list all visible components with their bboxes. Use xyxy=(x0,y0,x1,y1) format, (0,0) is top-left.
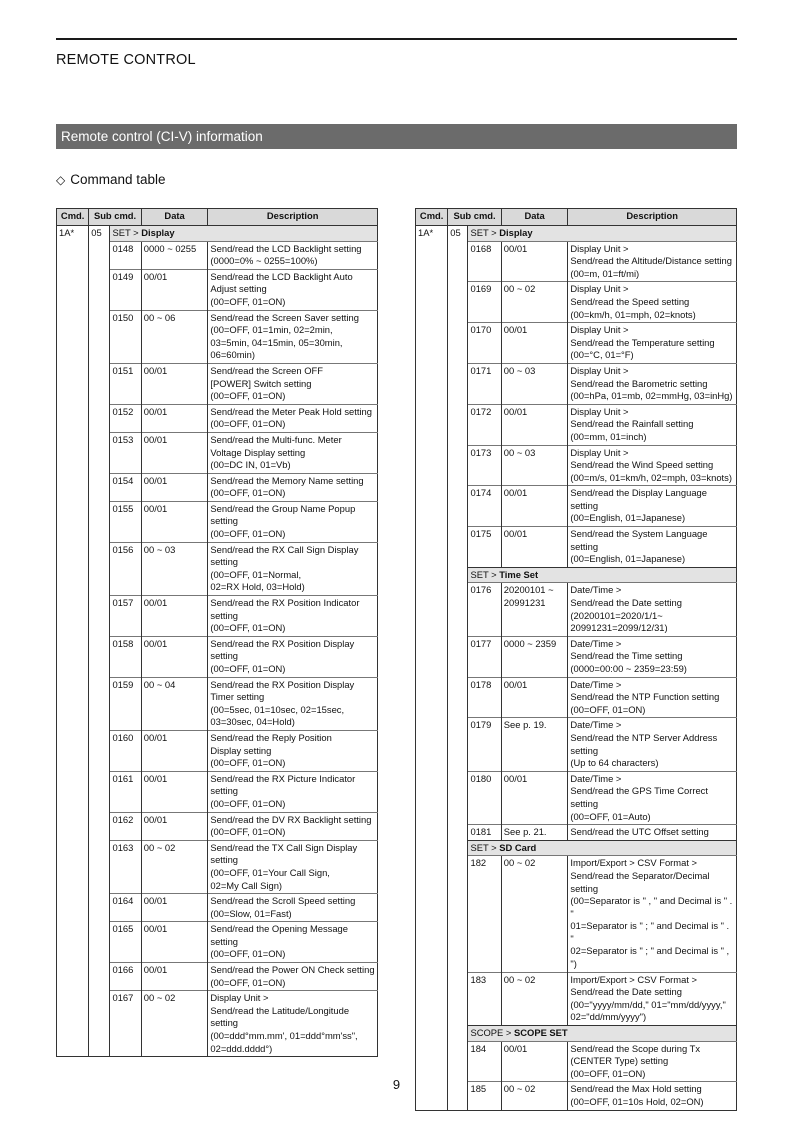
data-cell: 00/01 xyxy=(141,269,208,310)
data-cell: 00 ~ 04 xyxy=(141,677,208,730)
data-cell: 00/01 xyxy=(501,323,568,364)
data-cell: 20200101 ~ 20991231 xyxy=(501,583,568,636)
code-cell: 183 xyxy=(468,972,501,1025)
group-label xyxy=(110,226,378,242)
subsection-title xyxy=(56,172,166,187)
sub-cmd-cell: 05 xyxy=(448,226,468,1111)
description-cell: Date/Time > Send/read the NTP Function setting (00=OFF, 01=ON) xyxy=(568,677,737,718)
group-name: Time Set xyxy=(499,568,539,580)
data-cell: 00/01 xyxy=(141,596,208,637)
data-cell: 00/01 xyxy=(141,894,208,922)
description-cell: Send/read the Meter Peak Hold setting (00=OFF, 01=ON) xyxy=(208,404,378,432)
data-cell: 00/01 xyxy=(501,527,568,568)
description-cell: Display Unit > Send/read the Latitude/Longitude setting (00=ddd°mm.mm', 01=ddd°mm'ss", 02=ddd.dddd°) xyxy=(208,991,378,1057)
description-cell: Display Unit > Send/read the Rainfall setting (00=mm, 01=inch) xyxy=(568,404,737,445)
code-cell: 0181 xyxy=(468,825,501,841)
data-cell: 00/01 xyxy=(141,771,208,812)
code-cell: 0153 xyxy=(110,432,141,473)
code-cell: 0167 xyxy=(110,991,141,1057)
description-cell: Send/read the RX Call Sign Display setting (00=OFF, 01=Normal, 02=RX Hold, 03=Hold) xyxy=(208,542,378,595)
code-cell: 0151 xyxy=(110,363,141,404)
code-cell: 0165 xyxy=(110,922,141,963)
code-cell: 0160 xyxy=(110,730,141,771)
table-header-row xyxy=(416,209,737,226)
code-cell: 0174 xyxy=(468,486,501,527)
description-cell: Send/read the UTC Offset setting xyxy=(568,825,737,841)
data-cell: 00 ~ 02 xyxy=(501,856,568,972)
group-label xyxy=(468,567,737,583)
description-cell: Send/read the DV RX Backlight setting (00=OFF, 01=ON) xyxy=(208,812,378,840)
col-header-desc: Description xyxy=(208,209,378,226)
description-cell: Send/read the Scroll Speed setting (00=Slow, 01=Fast) xyxy=(208,894,378,922)
data-cell: 00/01 xyxy=(141,404,208,432)
code-cell: 0179 xyxy=(468,718,501,771)
data-cell: 00/01 xyxy=(501,241,568,282)
group-name: Display xyxy=(499,227,533,238)
description-cell: Display Unit > Send/read the Altitude/Distance setting (00=m, 01=ft/mi) xyxy=(568,241,737,282)
group-prefix: SET > xyxy=(112,227,142,238)
description-cell: Send/read the Reply Position Display setting (00=OFF, 01=ON) xyxy=(208,730,378,771)
description-cell: Send/read the LCD Backlight Auto Adjust setting (00=OFF, 01=ON) xyxy=(208,269,378,310)
code-cell: 0150 xyxy=(110,310,141,363)
data-cell: 00/01 xyxy=(141,432,208,473)
description-cell: Display Unit > Send/read the Barometric setting (00=hPa, 01=mb, 02=mmHg, 03=inHg) xyxy=(568,363,737,404)
code-cell: 0178 xyxy=(468,677,501,718)
description-cell: Send/read the Screen OFF [POWER] Switch setting (00=OFF, 01=ON) xyxy=(208,363,378,404)
data-cell: 00/01 xyxy=(501,771,568,824)
description-cell: Send/read the Screen Saver setting (00=OFF, 01=1min, 02=2min, 03=5min, 04=15min, 05=30min, 06=60min) xyxy=(208,310,378,363)
description-cell: Send/read the Opening Message setting (00=OFF, 01=ON) xyxy=(208,922,378,963)
page-number: 9 xyxy=(392,1077,401,1092)
col-header-sub: Sub cmd. xyxy=(89,209,141,226)
code-cell: 0155 xyxy=(110,501,141,542)
data-cell: 0000 ~ 0255 xyxy=(141,241,208,269)
code-cell: 0168 xyxy=(468,241,501,282)
description-cell: Import/Export > CSV Format > Send/read the Separator/Decimal setting (00=Separator is " , " and Decimal is " . " 01=Separator is " ; " and Decimal is " . " 02=Separator is " ; " and Decimal is " , ") xyxy=(568,856,737,972)
col-header-cmd: Cmd. xyxy=(416,209,448,226)
code-cell: 0148 xyxy=(110,241,141,269)
data-cell: 00 ~ 02 xyxy=(141,840,208,893)
code-cell: 0152 xyxy=(110,404,141,432)
col-header-sub: Sub cmd. xyxy=(448,209,502,226)
data-cell: 00/01 xyxy=(501,677,568,718)
data-cell: 00/01 xyxy=(141,730,208,771)
description-cell: Send/read the Power ON Check setting (00=OFF, 01=ON) xyxy=(208,963,378,991)
code-cell: 0163 xyxy=(110,840,141,893)
code-cell: 0170 xyxy=(468,323,501,364)
description-cell: Display Unit > Send/read the Temperature setting (00=°C, 01=°F) xyxy=(568,323,737,364)
group-header-row xyxy=(416,226,737,242)
description-cell: Send/read the RX Position Indicator setting (00=OFF, 01=ON) xyxy=(208,596,378,637)
sub-cmd-cell: 05 xyxy=(89,226,110,1057)
description-cell: Send/read the RX Picture Indicator setting (00=OFF, 01=ON) xyxy=(208,771,378,812)
data-cell: 00/01 xyxy=(141,963,208,991)
description-cell: Send/read the Max Hold setting (00=OFF, 01=10s Hold, 02=ON) xyxy=(568,1082,737,1110)
page-header-title: REMOTE CONTROL xyxy=(56,52,196,68)
section-title-bar: Remote control (CI-V) information xyxy=(56,124,737,149)
code-cell: 0176 xyxy=(468,583,501,636)
description-cell: Send/read the Memory Name setting (00=OFF, 01=ON) xyxy=(208,473,378,501)
data-cell: 00 ~ 02 xyxy=(501,282,568,323)
group-label xyxy=(468,1026,737,1042)
code-cell: 0164 xyxy=(110,894,141,922)
code-cell: 0171 xyxy=(468,363,501,404)
data-cell: 00 ~ 02 xyxy=(141,991,208,1057)
description-cell: Date/Time > Send/read the Time setting (0000=00:00 ~ 2359=23:59) xyxy=(568,636,737,677)
code-cell: 0158 xyxy=(110,636,141,677)
description-cell: Send/read the Scope during Tx (CENTER Type) setting (00=OFF, 01=ON) xyxy=(568,1041,737,1082)
description-cell: Send/read the Multi-func. Meter Voltage Display setting (00=DC IN, 01=Vb) xyxy=(208,432,378,473)
data-cell: See p. 19. xyxy=(501,718,568,771)
group-label xyxy=(468,840,737,856)
data-cell: 00 ~ 03 xyxy=(501,445,568,486)
group-label xyxy=(468,226,737,242)
description-cell: Date/Time > Send/read the NTP Server Address setting (Up to 64 characters) xyxy=(568,718,737,771)
code-cell: 0156 xyxy=(110,542,141,595)
code-cell: 184 xyxy=(468,1041,501,1082)
data-cell: 00 ~ 03 xyxy=(501,363,568,404)
code-cell: 0172 xyxy=(468,404,501,445)
col-header-data: Data xyxy=(141,209,208,226)
data-cell: 00/01 xyxy=(141,636,208,677)
group-prefix: SCOPE > xyxy=(470,1027,514,1039)
code-cell: 0180 xyxy=(468,771,501,824)
data-cell: 00 ~ 06 xyxy=(141,310,208,363)
code-cell: 0173 xyxy=(468,445,501,486)
code-cell: 182 xyxy=(468,856,501,972)
data-cell: 00 ~ 02 xyxy=(501,1082,568,1110)
description-cell: Send/read the LCD Backlight setting (0000=0% ~ 0255=100%) xyxy=(208,241,378,269)
description-cell: Send/read the System Language setting (00=English, 01=Japanese) xyxy=(568,527,737,568)
data-cell: 00/01 xyxy=(141,501,208,542)
description-cell: Send/read the RX Position Display Timer setting (00=5sec, 01=10sec, 02=15sec, 03=30sec, 04=Hold) xyxy=(208,677,378,730)
table-header-row xyxy=(57,209,378,226)
group-prefix: SET > xyxy=(470,841,500,853)
description-cell: Send/read the Display Language setting (00=English, 01=Japanese) xyxy=(568,486,737,527)
description-cell: Date/Time > Send/read the Date setting (20200101=2020/1/1~ 20991231=2099/12/31) xyxy=(568,583,737,636)
group-prefix: SET > xyxy=(470,227,500,238)
code-cell: 0169 xyxy=(468,282,501,323)
description-cell: Import/Export > CSV Format > Send/read the Date setting (00="yyyy/mm/dd," 01="mm/dd/yyyy," 02="dd/mm/yyyy") xyxy=(568,972,737,1025)
description-cell: Display Unit > Send/read the Wind Speed setting (00=m/s, 01=km/h, 02=mph, 03=knots) xyxy=(568,445,737,486)
group-name: Display xyxy=(141,227,175,238)
description-cell: Display Unit > Send/read the Speed setting (00=km/h, 01=mph, 02=knots) xyxy=(568,282,737,323)
data-cell: 00/01 xyxy=(501,404,568,445)
code-cell: 0175 xyxy=(468,527,501,568)
group-prefix: SET > xyxy=(470,568,500,580)
diamond-icon: ◇ xyxy=(56,173,66,187)
col-header-data: Data xyxy=(501,209,568,226)
data-cell: 00/01 xyxy=(141,363,208,404)
data-cell: 00 ~ 03 xyxy=(141,542,208,595)
description-cell: Send/read the TX Call Sign Display setting (00=OFF, 01=Your Call Sign, 02=My Call Sign) xyxy=(208,840,378,893)
data-cell: 00/01 xyxy=(501,486,568,527)
description-cell: Send/read the Group Name Popup setting (00=OFF, 01=ON) xyxy=(208,501,378,542)
code-cell: 0149 xyxy=(110,269,141,310)
data-cell: 00/01 xyxy=(141,922,208,963)
subsection-title-text: Command table xyxy=(70,172,166,187)
col-header-desc: Description xyxy=(568,209,737,226)
code-cell: 0177 xyxy=(468,636,501,677)
code-cell: 0157 xyxy=(110,596,141,637)
command-table-left xyxy=(56,208,378,1057)
command-table-right xyxy=(415,208,737,1111)
description-cell: Send/read the RX Position Display setting (00=OFF, 01=ON) xyxy=(208,636,378,677)
code-cell: 0154 xyxy=(110,473,141,501)
code-cell: 0159 xyxy=(110,677,141,730)
cmd-cell: 1A* xyxy=(57,226,89,1057)
data-cell: 0000 ~ 2359 xyxy=(501,636,568,677)
data-cell: 00/01 xyxy=(141,812,208,840)
data-cell: 00/01 xyxy=(141,473,208,501)
group-header-row xyxy=(57,226,378,242)
cmd-cell: 1A* xyxy=(416,226,448,1111)
code-cell: 0166 xyxy=(110,963,141,991)
description-cell: Date/Time > Send/read the GPS Time Correct setting (00=OFF, 01=Auto) xyxy=(568,771,737,824)
col-header-cmd: Cmd. xyxy=(57,209,89,226)
data-cell: 00/01 xyxy=(501,1041,568,1082)
code-cell: 0161 xyxy=(110,771,141,812)
group-name: SCOPE SET xyxy=(514,1027,568,1039)
group-name: SD Card xyxy=(499,841,537,853)
top-rule xyxy=(56,38,737,40)
data-cell: See p. 21. xyxy=(501,825,568,841)
data-cell: 00 ~ 02 xyxy=(501,972,568,1025)
code-cell: 185 xyxy=(468,1082,501,1110)
code-cell: 0162 xyxy=(110,812,141,840)
